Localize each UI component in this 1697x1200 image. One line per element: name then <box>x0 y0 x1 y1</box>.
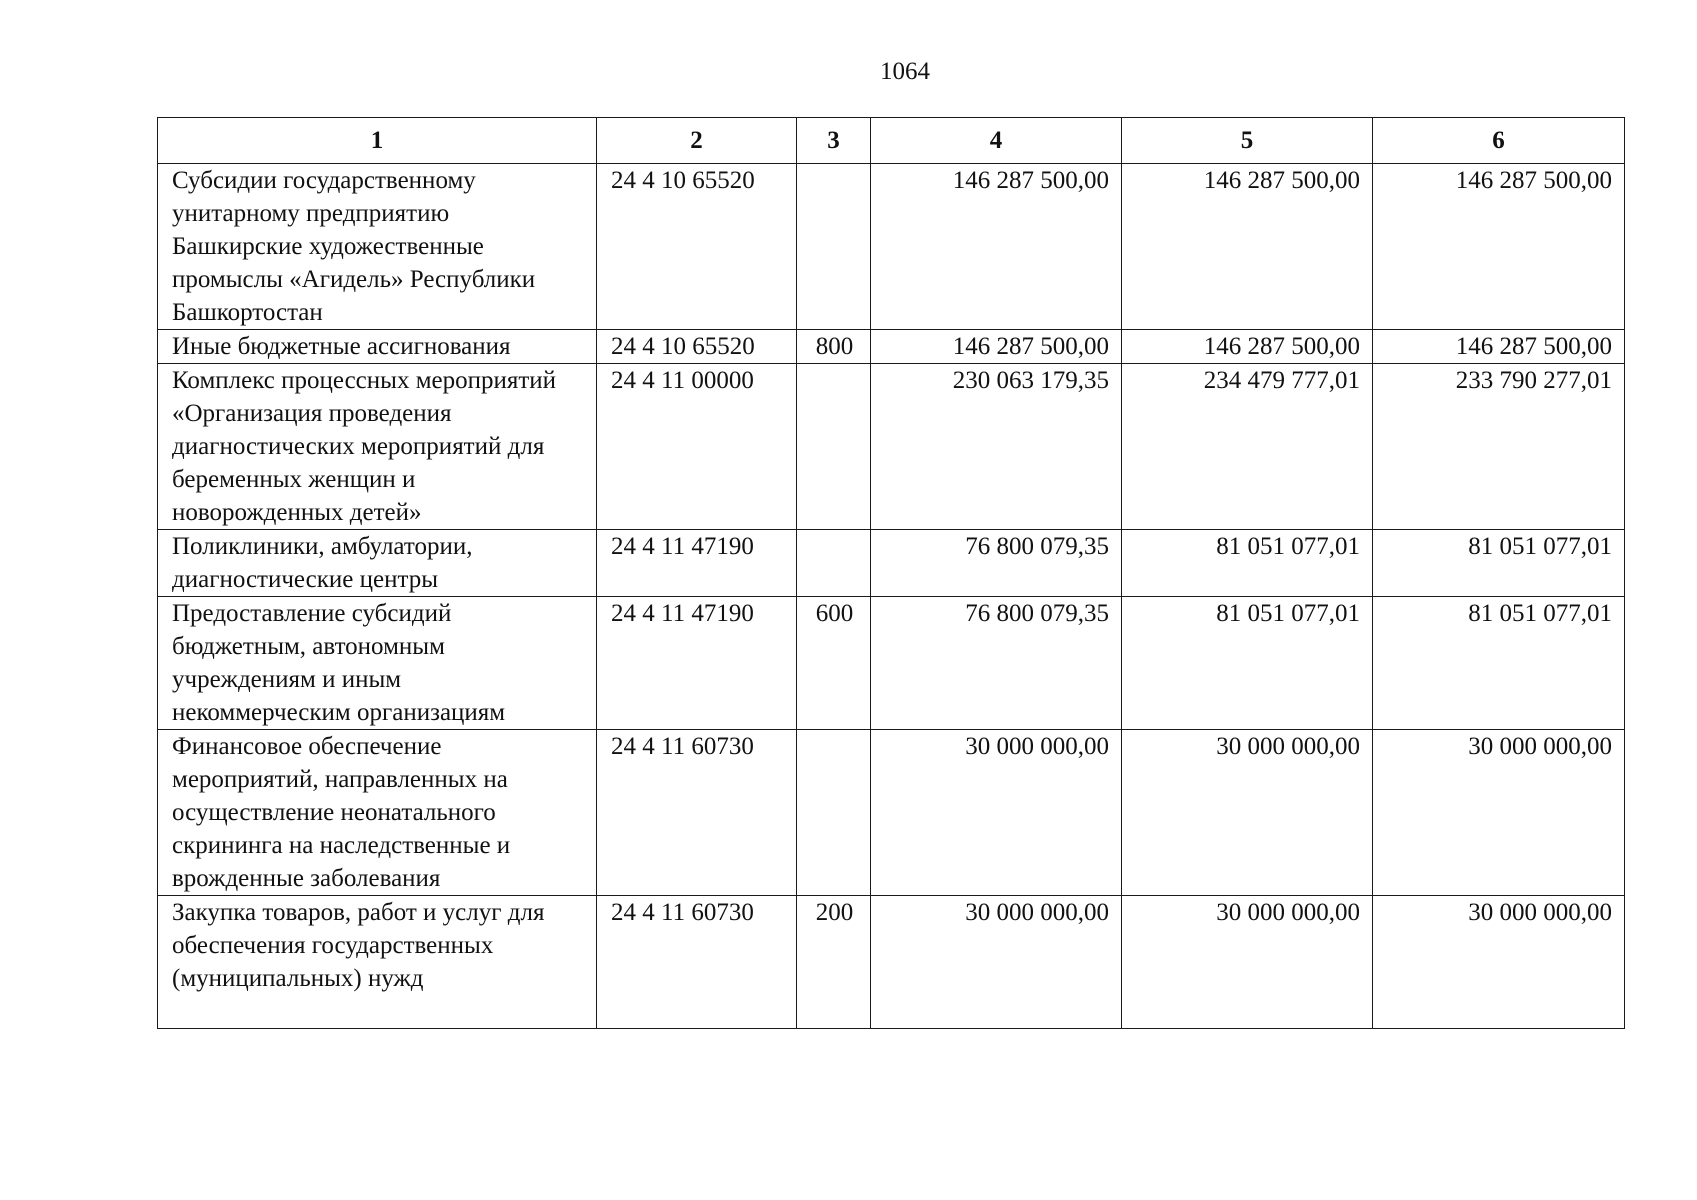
row-amount-2: 146 287 500,00 <box>1122 164 1373 330</box>
row-amount-3: 30 000 000,00 <box>1373 730 1625 896</box>
header-col-4: 4 <box>871 118 1122 164</box>
row-expense-type <box>797 530 871 597</box>
table-row <box>158 896 1625 1029</box>
row-expense-type <box>797 164 871 330</box>
header-col-3: 3 <box>797 118 871 164</box>
row-name: Закупка товаров, работ и услуг для обеспечения государственных (муниципальных) нужд <box>158 896 597 1029</box>
header-col-6: 6 <box>1373 118 1625 164</box>
header-col-1: 1 <box>158 118 597 164</box>
row-expense-type: 200 <box>797 896 871 1029</box>
row-code: 24 4 11 47190 <box>597 597 797 730</box>
row-code: 24 4 10 65520 <box>597 330 797 364</box>
row-amount-1: 230 063 179,35 <box>871 364 1122 530</box>
table-row <box>158 164 1625 330</box>
budget-table <box>157 117 1625 1029</box>
table-row <box>158 330 1625 364</box>
row-amount-3: 146 287 500,00 <box>1373 330 1625 364</box>
row-expense-type: 600 <box>797 597 871 730</box>
row-amount-3: 30 000 000,00 <box>1373 896 1625 1029</box>
row-amount-3: 81 051 077,01 <box>1373 530 1625 597</box>
row-name: Финансовое обеспечение мероприятий, направленных на осуществление неонатального скрининга на наследственные и врожденные заболевания <box>158 730 597 896</box>
row-code: 24 4 11 60730 <box>597 730 797 896</box>
row-amount-1: 76 800 079,35 <box>871 597 1122 730</box>
page-number: 1064 <box>880 58 930 85</box>
row-amount-1: 146 287 500,00 <box>871 330 1122 364</box>
row-amount-3: 146 287 500,00 <box>1373 164 1625 330</box>
row-amount-2: 30 000 000,00 <box>1122 730 1373 896</box>
row-amount-1: 30 000 000,00 <box>871 730 1122 896</box>
row-code: 24 4 11 47190 <box>597 530 797 597</box>
row-amount-2: 234 479 777,01 <box>1122 364 1373 530</box>
table-row <box>158 730 1625 896</box>
row-amount-2: 30 000 000,00 <box>1122 896 1373 1029</box>
row-expense-type <box>797 364 871 530</box>
table-header-row <box>158 118 1625 164</box>
table-row <box>158 364 1625 530</box>
header-col-5: 5 <box>1122 118 1373 164</box>
table-row <box>158 597 1625 730</box>
row-amount-1: 30 000 000,00 <box>871 896 1122 1029</box>
row-code: 24 4 11 00000 <box>597 364 797 530</box>
row-amount-2: 81 051 077,01 <box>1122 597 1373 730</box>
row-amount-1: 76 800 079,35 <box>871 530 1122 597</box>
row-code: 24 4 10 65520 <box>597 164 797 330</box>
table-row <box>158 530 1625 597</box>
row-name: Иные бюджетные ассигнования <box>158 330 597 364</box>
row-amount-3: 233 790 277,01 <box>1373 364 1625 530</box>
row-name: Предоставление субсидий бюджетным, автономным учреждениям и иным некоммерческим организациям <box>158 597 597 730</box>
row-amount-2: 146 287 500,00 <box>1122 330 1373 364</box>
row-code: 24 4 11 60730 <box>597 896 797 1029</box>
header-col-2: 2 <box>597 118 797 164</box>
row-name: Субсидии государственному унитарному предприятию Башкирские художественные промыслы «Агидель» Республики Башкортостан <box>158 164 597 330</box>
row-expense-type: 800 <box>797 330 871 364</box>
row-name: Поликлиники, амбулатории, диагностические центры <box>158 530 597 597</box>
row-expense-type <box>797 730 871 896</box>
row-amount-1: 146 287 500,00 <box>871 164 1122 330</box>
row-amount-3: 81 051 077,01 <box>1373 597 1625 730</box>
row-amount-2: 81 051 077,01 <box>1122 530 1373 597</box>
row-name: Комплекс процессных мероприятий «Организация проведения диагностических мероприятий для беременных женщин и новорожденных детей» <box>158 364 597 530</box>
